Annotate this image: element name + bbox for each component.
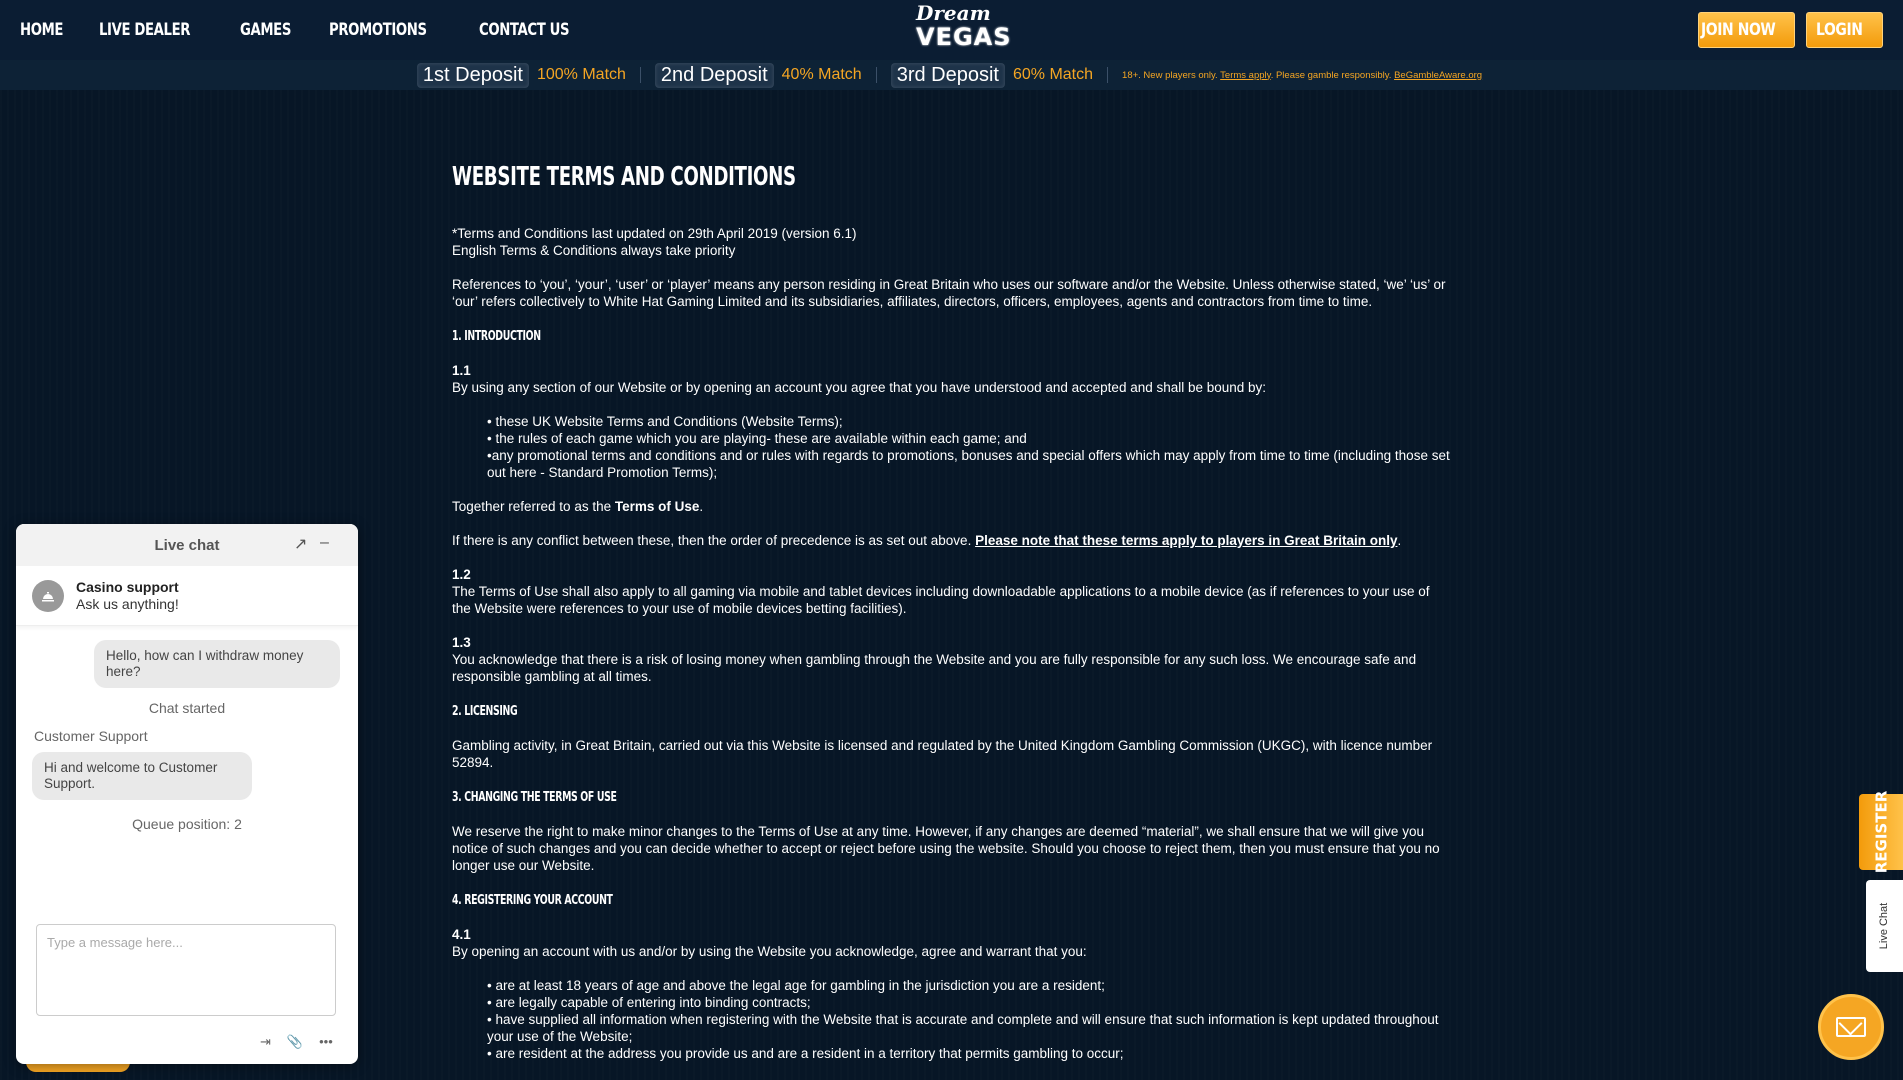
list-item: • are at least 18 years of age and above the legal age for gambling in the jurisdiction you are a resident; <box>487 978 1105 993</box>
register-tab[interactable] <box>1859 790 1903 874</box>
fine-middle: . Please gamble responsibly. <box>1270 69 1395 81</box>
mail-button[interactable] <box>1818 994 1884 1060</box>
clause-text: The Terms of Use shall also apply to all gaming via mobile and tablet devices including downloadable applications to a mobile device (as if references to your use of the Website were references to your use of mobile devices betting facilities). <box>452 584 1430 616</box>
agent-subtitle: Ask us anything! <box>76 595 179 612</box>
login-button[interactable]: LOGIN <box>1806 12 1883 48</box>
nav-contact-us[interactable]: CONTACT US <box>478 20 569 40</box>
priority-text: English Terms & Conditions always take priority <box>452 243 736 258</box>
nav-home[interactable]: HOME <box>20 20 64 40</box>
mail-icon <box>1836 1017 1866 1037</box>
page-title: WEBSITE TERMS AND CONDITIONS <box>452 162 796 192</box>
terms-apply-link[interactable]: Terms apply <box>1220 69 1271 81</box>
terms-of-use-bold: Terms of Use <box>614 499 700 514</box>
chat-title: Live chat <box>154 536 220 554</box>
section-heading: 3. CHANGING THE TERMS OF USE <box>452 790 617 805</box>
clause-text: You acknowledge that there is a risk of losing money when gambling through the Website and you are fully responsible for any such loss. We encourage safe and responsible gambling at all times. <box>452 652 1417 684</box>
list-item: • are resident at the address you provide us and are a resident in a territory that permits gambling to occur; <box>487 1046 1124 1061</box>
list-item: • have supplied all information when registering with the Website that is accurate and complete and will ensure that such information is kept updated throughout your use of the Website; <box>487 1012 1439 1044</box>
deposit-match: 60% Match <box>1012 66 1094 83</box>
deposit-label: 2nd Deposit <box>655 63 774 88</box>
fine-prefix: 18+. New players only. <box>1122 69 1221 81</box>
clause-number: 4.1 <box>452 927 471 942</box>
support-avatar <box>32 580 64 612</box>
divider <box>876 67 877 83</box>
agent-name: Casino support <box>76 578 179 595</box>
list-item: • are legally capable of entering into binding contracts; <box>487 995 811 1010</box>
deposit-offer-3[interactable] <box>891 63 1093 88</box>
expand-icon[interactable]: ↗ <box>294 536 308 553</box>
clause-1-1 <box>452 362 1452 396</box>
changes-paragraph: We reserve the right to make minor changes to the Terms of Use at any time. However, if any changes are deemed “material”, we shall ensure that we will give you notice of such changes and you can decide whether to accept or reject before using the website. Should you choose to reject them, then you must ensure that you no longer use our Website. <box>452 824 1440 873</box>
licensing-paragraph: Gambling activity, in Great Britain, carried out via this Website is licensed and regulated by the United Kingdom Gambling Commission (UKGC), with licence number 52894. <box>452 738 1433 770</box>
together-paragraph <box>452 498 1452 515</box>
queue-position: Queue position: 2 <box>132 816 242 832</box>
clause-number: 1.3 <box>452 635 471 650</box>
minimize-icon[interactable]: – <box>320 534 329 551</box>
main-nav <box>20 0 594 60</box>
nav-live-dealer[interactable]: LIVE DEALER <box>99 20 191 40</box>
promo-bar <box>0 60 1903 90</box>
section-heading: 2. LICENSING <box>452 704 518 719</box>
updated-text: *Terms and Conditions last updated on 29th April 2019 (version 6.1) <box>452 226 857 241</box>
references-paragraph: References to ‘you’, ‘your’, ‘user’ or ‘player’ means any person residing in Great Britain who uses our software and/or the Website. Unless otherwise stated, ‘we’ ‘us’ or ‘our’ refers collectively to White Hat Gaming Limited and its subsidiaries, affiliates, directors, officers, employees, agents and contractors from time to time. <box>452 277 1446 309</box>
updated-note <box>452 225 1452 259</box>
chat-messages <box>16 626 358 832</box>
join-now-button[interactable]: JOIN NOW <box>1698 12 1795 48</box>
together-suffix: . <box>699 499 704 514</box>
chat-status: Chat started <box>148 700 226 716</box>
promo-fine-print <box>1122 70 1482 81</box>
live-chat-label: Live Chat <box>1878 902 1891 950</box>
section-heading: 1. INTRODUCTION <box>452 329 541 344</box>
nav-promotions[interactable]: PROMOTIONS <box>329 20 428 40</box>
clause-text: By opening an account with us and/or by using the Website you acknowledge, agree and warrant that you: <box>452 944 1087 959</box>
clause-text: By using any section of our Website or by opening an account you agree that you have understood and accepted and shall be bound by: <box>452 380 1267 395</box>
conflict-prefix: If there is any conflict between these, then the order of precedence is as set out above. <box>452 533 976 548</box>
exit-icon[interactable]: ⇥ <box>260 1034 271 1049</box>
site-header <box>0 0 1903 60</box>
great-britain-note: Please note that these terms apply to players in Great Britain only <box>975 533 1398 548</box>
live-chat-tab[interactable] <box>1866 880 1903 972</box>
more-icon[interactable]: ••• <box>319 1034 333 1049</box>
agent-message: Hi and welcome to Customer Support. <box>32 752 252 800</box>
clause-list <box>487 413 1452 481</box>
bell-icon <box>39 587 57 605</box>
chat-toolbar <box>260 1034 333 1050</box>
deposit-offer-2[interactable] <box>655 63 862 88</box>
clause-number: 1.2 <box>452 567 471 582</box>
nav-games[interactable]: GAMES <box>239 20 291 40</box>
conflict-suffix: . <box>1397 533 1402 548</box>
user-message: Hello, how can I withdraw money here? <box>94 640 340 688</box>
register-label: REGISTER <box>1872 790 1890 874</box>
chat-agent-info <box>16 566 358 626</box>
deposit-offer-1[interactable] <box>417 63 626 88</box>
list-item: • these UK Website Terms and Conditions (Website Terms); <box>487 414 843 429</box>
attachment-icon[interactable]: 📎 <box>286 1034 304 1049</box>
clause-1-2 <box>452 566 1452 617</box>
site-logo[interactable] <box>916 1 1012 56</box>
chat-message-input[interactable] <box>36 924 336 1016</box>
together-prefix: Together referred to as the <box>452 499 615 514</box>
clause-4-1 <box>452 926 1452 960</box>
deposit-label: 1st Deposit <box>417 63 529 88</box>
live-chat-widget <box>16 524 358 1064</box>
message-sender: Customer Support <box>34 728 148 744</box>
clause-number: 1.1 <box>452 363 471 378</box>
clause-list <box>487 977 1452 1062</box>
terms-content <box>452 160 1452 1079</box>
deposit-match: 40% Match <box>781 66 862 83</box>
section-heading: 4. REGISTERING YOUR ACCOUNT <box>452 893 613 908</box>
logo-line-dream: Dream <box>916 1 991 25</box>
list-item: •any promotional terms and conditions and or rules with regards to promotions, bonuses and special offers which may apply from time to time (including those set out here - Standard Promotion Terms); <box>487 448 1450 480</box>
begambleaware-link[interactable]: BeGambleAware.org <box>1394 69 1483 81</box>
agent-text <box>76 579 179 613</box>
deposit-match: 100% Match <box>536 66 626 83</box>
chat-header <box>16 524 358 566</box>
logo-line-vegas: VEGAS <box>916 23 1012 51</box>
divider <box>1107 67 1108 83</box>
divider <box>640 67 641 83</box>
deposit-label: 3rd Deposit <box>891 63 1005 88</box>
conflict-paragraph <box>452 532 1452 549</box>
clause-1-3 <box>452 634 1452 685</box>
list-item: • the rules of each game which you are playing- these are available within each game; and <box>487 431 1027 446</box>
